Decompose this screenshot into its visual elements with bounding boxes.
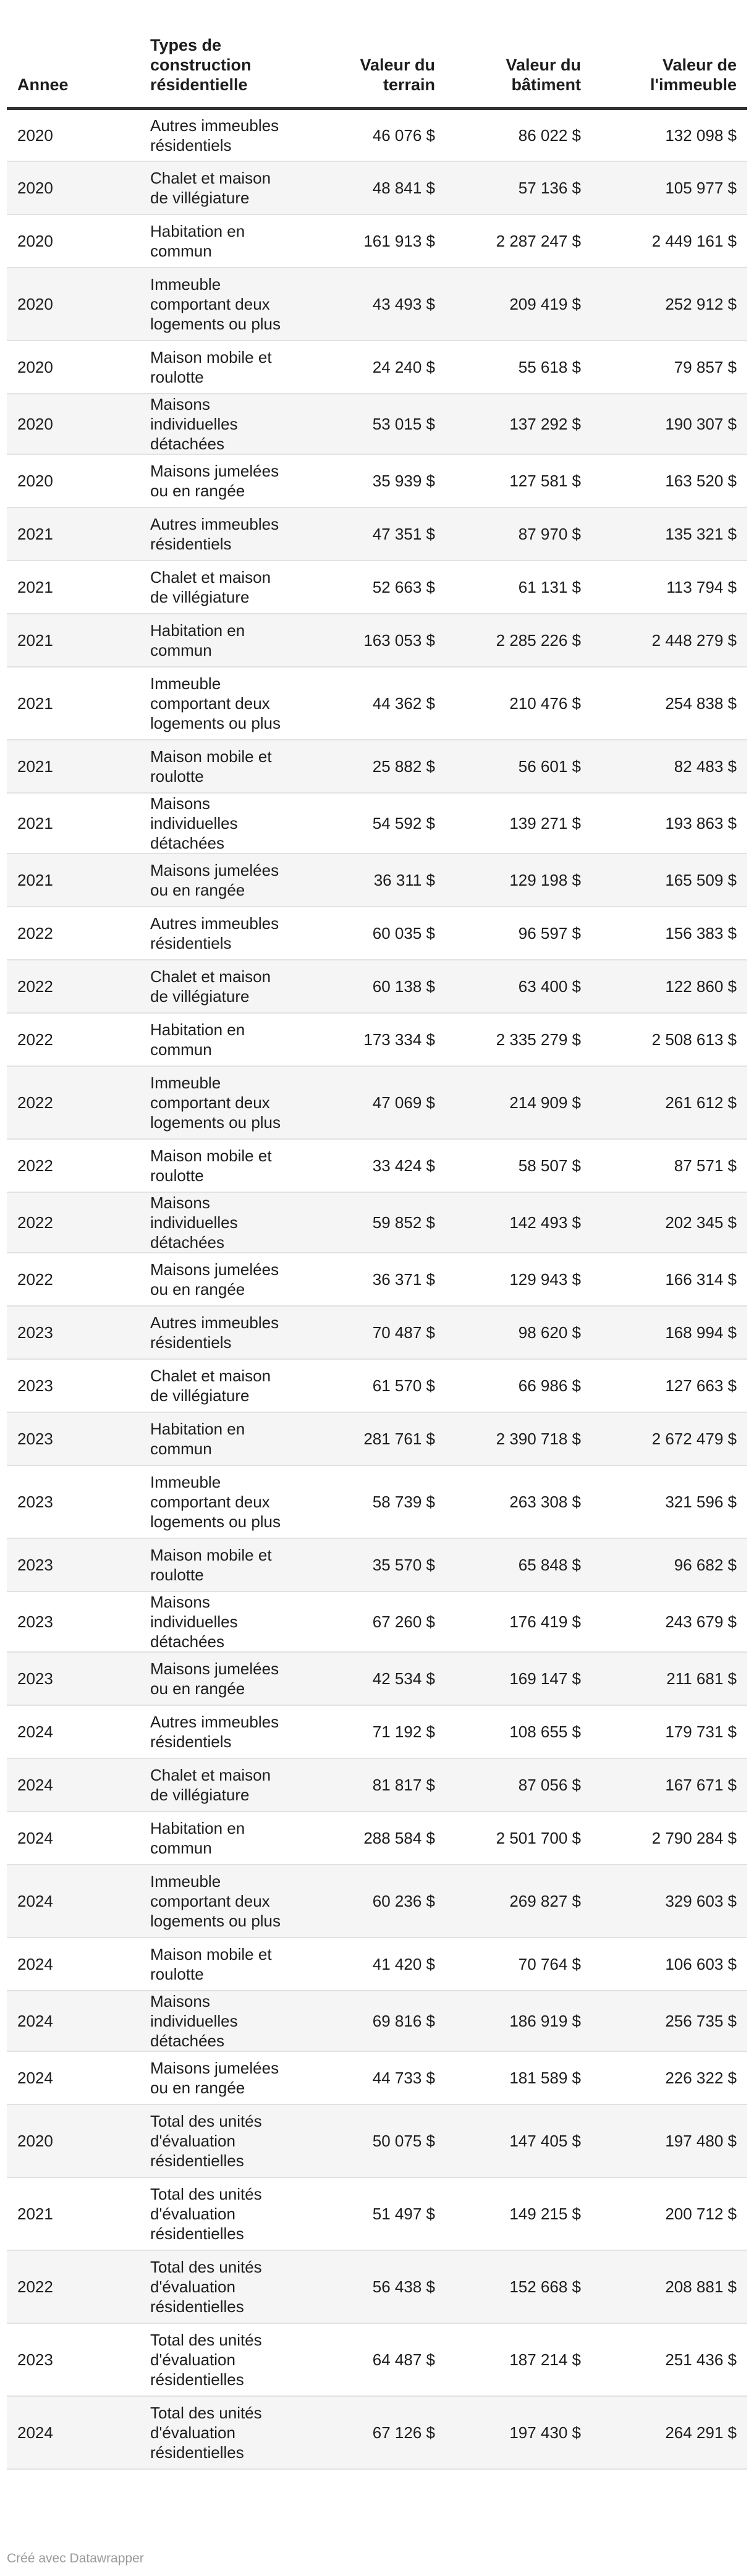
cell-type: Maison mobile et roulotte xyxy=(140,1938,303,1991)
cell-building-value: 214 909 $ xyxy=(446,1066,591,1139)
cell-type: Chalet et maison de villégiature xyxy=(140,561,303,614)
cell-building-value: 176 419 $ xyxy=(446,1591,591,1652)
table-row xyxy=(7,214,747,268)
table-row xyxy=(7,667,747,740)
cell-property-value: 82 483 $ xyxy=(591,740,747,793)
cell-type: Maison mobile et roulotte xyxy=(140,341,303,394)
cell-property-value: 193 863 $ xyxy=(591,793,747,854)
cell-year: 2024 xyxy=(7,1865,140,1938)
cell-land-value: 47 069 $ xyxy=(303,1066,446,1139)
cell-type: Habitation en commun xyxy=(140,1811,303,1865)
cell-type: Chalet et maison de villégiature xyxy=(140,1758,303,1811)
cell-property-value: 156 383 $ xyxy=(591,907,747,960)
cell-land-value: 54 592 $ xyxy=(303,793,446,854)
cell-year: 2021 xyxy=(7,2177,140,2250)
cell-year: 2020 xyxy=(7,108,140,161)
cell-building-value: 2 285 226 $ xyxy=(446,614,591,667)
cell-type: Total des unités d'évaluation résidentielles xyxy=(140,2323,303,2396)
table-row xyxy=(7,1991,747,2051)
cell-year: 2023 xyxy=(7,1538,140,1591)
cell-building-value: 210 476 $ xyxy=(446,667,591,740)
cell-property-value: 2 449 161 $ xyxy=(591,214,747,268)
cell-land-value: 42 534 $ xyxy=(303,1652,446,1705)
cell-land-value: 61 570 $ xyxy=(303,1359,446,1412)
cell-land-value: 46 076 $ xyxy=(303,108,446,161)
cell-property-value: 208 881 $ xyxy=(591,2250,747,2323)
table-row xyxy=(7,1066,747,1139)
table-row xyxy=(7,108,747,161)
cell-year: 2023 xyxy=(7,1412,140,1465)
cell-type: Maisons individuelles détachées xyxy=(140,793,303,854)
cell-property-value: 96 682 $ xyxy=(591,1538,747,1591)
cell-building-value: 61 131 $ xyxy=(446,561,591,614)
cell-building-value: 263 308 $ xyxy=(446,1465,591,1538)
cell-building-value: 2 501 700 $ xyxy=(446,1811,591,1865)
cell-building-value: 2 390 718 $ xyxy=(446,1412,591,1465)
cell-land-value: 60 138 $ xyxy=(303,960,446,1013)
cell-type: Maison mobile et roulotte xyxy=(140,1538,303,1591)
cell-type: Chalet et maison de villégiature xyxy=(140,1359,303,1412)
cell-land-value: 281 761 $ xyxy=(303,1412,446,1465)
cell-property-value: 113 794 $ xyxy=(591,561,747,614)
cell-land-value: 67 126 $ xyxy=(303,2396,446,2469)
cell-type: Chalet et maison de villégiature xyxy=(140,161,303,214)
cell-building-value: 65 848 $ xyxy=(446,1538,591,1591)
table-row xyxy=(7,2396,747,2469)
cell-year: 2020 xyxy=(7,268,140,341)
cell-year: 2020 xyxy=(7,394,140,454)
cell-land-value: 44 362 $ xyxy=(303,667,446,740)
cell-type: Maisons individuelles détachées xyxy=(140,1991,303,2051)
cell-type: Maisons jumelées ou en rangée xyxy=(140,454,303,507)
cell-property-value: 2 448 279 $ xyxy=(591,614,747,667)
cell-property-value: 252 912 $ xyxy=(591,268,747,341)
cell-property-value: 261 612 $ xyxy=(591,1066,747,1139)
table-row xyxy=(7,161,747,214)
cell-year: 2022 xyxy=(7,907,140,960)
cell-property-value: 200 712 $ xyxy=(591,2177,747,2250)
table-row xyxy=(7,1705,747,1758)
cell-property-value: 122 860 $ xyxy=(591,960,747,1013)
cell-year: 2023 xyxy=(7,1306,140,1359)
cell-land-value: 288 584 $ xyxy=(303,1811,446,1865)
cell-building-value: 187 214 $ xyxy=(446,2323,591,2396)
table-row xyxy=(7,1865,747,1938)
table-row xyxy=(7,454,747,507)
cell-property-value: 2 508 613 $ xyxy=(591,1013,747,1066)
table-row xyxy=(7,1139,747,1192)
cell-land-value: 47 351 $ xyxy=(303,507,446,561)
cell-property-value: 163 520 $ xyxy=(591,454,747,507)
cell-year: 2022 xyxy=(7,1013,140,1066)
cell-year: 2023 xyxy=(7,2323,140,2396)
cell-type: Immeuble comportant deux logements ou plus xyxy=(140,667,303,740)
cell-property-value: 254 838 $ xyxy=(591,667,747,740)
cell-year: 2021 xyxy=(7,614,140,667)
cell-year: 2021 xyxy=(7,561,140,614)
table-row xyxy=(7,1758,747,1811)
cell-building-value: 98 620 $ xyxy=(446,1306,591,1359)
cell-building-value: 55 618 $ xyxy=(446,341,591,394)
table-row xyxy=(7,341,747,394)
cell-year: 2020 xyxy=(7,454,140,507)
cell-property-value: 87 571 $ xyxy=(591,1139,747,1192)
cell-type: Total des unités d'évaluation résidentielles xyxy=(140,2177,303,2250)
table-row xyxy=(7,1412,747,1465)
cell-land-value: 25 882 $ xyxy=(303,740,446,793)
table-row xyxy=(7,507,747,561)
cell-property-value: 168 994 $ xyxy=(591,1306,747,1359)
cell-property-value: 132 098 $ xyxy=(591,108,747,161)
table-row xyxy=(7,268,747,341)
cell-land-value: 52 663 $ xyxy=(303,561,446,614)
cell-property-value: 2 790 284 $ xyxy=(591,1811,747,1865)
cell-year: 2023 xyxy=(7,1652,140,1705)
table-row xyxy=(7,2250,747,2323)
cell-year: 2020 xyxy=(7,161,140,214)
cell-building-value: 57 136 $ xyxy=(446,161,591,214)
column-header-annee[interactable]: Annee xyxy=(7,0,140,108)
cell-property-value: 202 345 $ xyxy=(591,1192,747,1253)
cell-type: Immeuble comportant deux logements ou plus xyxy=(140,268,303,341)
cell-property-value: 211 681 $ xyxy=(591,1652,747,1705)
table-row xyxy=(7,614,747,667)
cell-building-value: 86 022 $ xyxy=(446,108,591,161)
cell-building-value: 127 581 $ xyxy=(446,454,591,507)
table-row xyxy=(7,1465,747,1538)
table-row xyxy=(7,2051,747,2104)
table-body xyxy=(7,108,747,2469)
cell-building-value: 96 597 $ xyxy=(446,907,591,960)
cell-building-value: 2 335 279 $ xyxy=(446,1013,591,1066)
cell-land-value: 163 053 $ xyxy=(303,614,446,667)
cell-building-value: 209 419 $ xyxy=(446,268,591,341)
cell-type: Maisons individuelles détachées xyxy=(140,394,303,454)
cell-building-value: 197 430 $ xyxy=(446,2396,591,2469)
cell-property-value: 135 321 $ xyxy=(591,507,747,561)
cell-type: Immeuble comportant deux logements ou plus xyxy=(140,1066,303,1139)
cell-land-value: 173 334 $ xyxy=(303,1013,446,1066)
cell-year: 2024 xyxy=(7,1938,140,1991)
cell-year: 2021 xyxy=(7,507,140,561)
cell-property-value: 321 596 $ xyxy=(591,1465,747,1538)
cell-year: 2024 xyxy=(7,1991,140,2051)
cell-building-value: 129 943 $ xyxy=(446,1253,591,1306)
cell-land-value: 53 015 $ xyxy=(303,394,446,454)
cell-land-value: 43 493 $ xyxy=(303,268,446,341)
cell-property-value: 243 679 $ xyxy=(591,1591,747,1652)
cell-year: 2022 xyxy=(7,2250,140,2323)
cell-land-value: 24 240 $ xyxy=(303,341,446,394)
cell-property-value: 106 603 $ xyxy=(591,1938,747,1991)
table-row xyxy=(7,854,747,907)
cell-building-value: 169 147 $ xyxy=(446,1652,591,1705)
cell-year: 2020 xyxy=(7,341,140,394)
cell-property-value: 167 671 $ xyxy=(591,1758,747,1811)
cell-land-value: 59 852 $ xyxy=(303,1192,446,1253)
cell-year: 2020 xyxy=(7,214,140,268)
cell-building-value: 152 668 $ xyxy=(446,2250,591,2323)
cell-year: 2022 xyxy=(7,1253,140,1306)
cell-type: Maisons jumelées ou en rangée xyxy=(140,1253,303,1306)
data-table xyxy=(7,0,747,2470)
cell-year: 2022 xyxy=(7,1139,140,1192)
cell-year: 2023 xyxy=(7,1591,140,1652)
cell-year: 2020 xyxy=(7,2104,140,2177)
cell-property-value: 127 663 $ xyxy=(591,1359,747,1412)
table-row xyxy=(7,2323,747,2396)
cell-year: 2023 xyxy=(7,1359,140,1412)
cell-year: 2024 xyxy=(7,1811,140,1865)
cell-land-value: 58 739 $ xyxy=(303,1465,446,1538)
cell-land-value: 41 420 $ xyxy=(303,1938,446,1991)
cell-property-value: 264 291 $ xyxy=(591,2396,747,2469)
table-row xyxy=(7,2177,747,2250)
cell-land-value: 35 939 $ xyxy=(303,454,446,507)
table-row xyxy=(7,740,747,793)
cell-building-value: 108 655 $ xyxy=(446,1705,591,1758)
cell-land-value: 36 371 $ xyxy=(303,1253,446,1306)
cell-type: Maisons jumelées ou en rangée xyxy=(140,854,303,907)
cell-land-value: 81 817 $ xyxy=(303,1758,446,1811)
cell-land-value: 161 913 $ xyxy=(303,214,446,268)
cell-building-value: 56 601 $ xyxy=(446,740,591,793)
cell-type: Total des unités d'évaluation résidentielles xyxy=(140,2250,303,2323)
cell-type: Chalet et maison de villégiature xyxy=(140,960,303,1013)
cell-type: Total des unités d'évaluation résidentielles xyxy=(140,2104,303,2177)
cell-building-value: 70 764 $ xyxy=(446,1938,591,1991)
cell-building-value: 149 215 $ xyxy=(446,2177,591,2250)
table-row xyxy=(7,1938,747,1991)
table-row xyxy=(7,960,747,1013)
cell-land-value: 44 733 $ xyxy=(303,2051,446,2104)
cell-building-value: 87 970 $ xyxy=(446,507,591,561)
cell-building-value: 2 287 247 $ xyxy=(446,214,591,268)
cell-land-value: 67 260 $ xyxy=(303,1591,446,1652)
table-header xyxy=(7,0,747,108)
cell-property-value: 197 480 $ xyxy=(591,2104,747,2177)
table-row xyxy=(7,394,747,454)
cell-type: Autres immeubles résidentiels xyxy=(140,1306,303,1359)
cell-year: 2024 xyxy=(7,2051,140,2104)
cell-type: Maisons jumelées ou en rangée xyxy=(140,1652,303,1705)
cell-property-value: 251 436 $ xyxy=(591,2323,747,2396)
cell-year: 2021 xyxy=(7,667,140,740)
table-row xyxy=(7,793,747,854)
cell-type: Habitation en commun xyxy=(140,1412,303,1465)
table-row xyxy=(7,1359,747,1412)
cell-building-value: 186 919 $ xyxy=(446,1991,591,2051)
cell-property-value: 329 603 $ xyxy=(591,1865,747,1938)
table-row xyxy=(7,1652,747,1705)
cell-land-value: 33 424 $ xyxy=(303,1139,446,1192)
table-row xyxy=(7,1538,747,1591)
cell-land-value: 50 075 $ xyxy=(303,2104,446,2177)
cell-type: Maison mobile et roulotte xyxy=(140,1139,303,1192)
cell-year: 2024 xyxy=(7,1758,140,1811)
table-row xyxy=(7,1192,747,1253)
table-row xyxy=(7,1013,747,1066)
cell-year: 2023 xyxy=(7,1465,140,1538)
table-row xyxy=(7,1591,747,1652)
column-header-valeur-batiment[interactable]: Valeur du bâtiment xyxy=(446,0,591,108)
cell-year: 2022 xyxy=(7,960,140,1013)
cell-year: 2024 xyxy=(7,1705,140,1758)
cell-year: 2021 xyxy=(7,740,140,793)
cell-type: Habitation en commun xyxy=(140,1013,303,1066)
cell-type: Total des unités d'évaluation résidentielles xyxy=(140,2396,303,2469)
table-row xyxy=(7,907,747,960)
cell-building-value: 139 271 $ xyxy=(446,793,591,854)
cell-type: Immeuble comportant deux logements ou plus xyxy=(140,1465,303,1538)
column-header-valeur-terrain[interactable]: Valeur du terrain xyxy=(303,0,446,108)
cell-land-value: 69 816 $ xyxy=(303,1991,446,2051)
cell-year: 2021 xyxy=(7,854,140,907)
cell-building-value: 147 405 $ xyxy=(446,2104,591,2177)
column-header-valeur-immeuble[interactable]: Valeur de l'immeuble xyxy=(591,0,747,108)
table-row xyxy=(7,561,747,614)
cell-type: Habitation en commun xyxy=(140,614,303,667)
table-row xyxy=(7,1253,747,1306)
cell-property-value: 190 307 $ xyxy=(591,394,747,454)
cell-building-value: 63 400 $ xyxy=(446,960,591,1013)
header-row xyxy=(7,0,747,108)
cell-year: 2022 xyxy=(7,1066,140,1139)
cell-building-value: 142 493 $ xyxy=(446,1192,591,1253)
cell-building-value: 58 507 $ xyxy=(446,1139,591,1192)
cell-type: Autres immeubles résidentiels xyxy=(140,507,303,561)
cell-property-value: 226 322 $ xyxy=(591,2051,747,2104)
cell-property-value: 2 672 479 $ xyxy=(591,1412,747,1465)
cell-year: 2024 xyxy=(7,2396,140,2469)
cell-type: Immeuble comportant deux logements ou plus xyxy=(140,1865,303,1938)
cell-year: 2021 xyxy=(7,793,140,854)
cell-building-value: 129 198 $ xyxy=(446,854,591,907)
cell-type: Maison mobile et roulotte xyxy=(140,740,303,793)
cell-land-value: 60 035 $ xyxy=(303,907,446,960)
cell-land-value: 56 438 $ xyxy=(303,2250,446,2323)
cell-property-value: 79 857 $ xyxy=(591,341,747,394)
cell-type: Maisons individuelles détachées xyxy=(140,1591,303,1652)
cell-land-value: 70 487 $ xyxy=(303,1306,446,1359)
table-row xyxy=(7,1306,747,1359)
cell-property-value: 105 977 $ xyxy=(591,161,747,214)
cell-land-value: 64 487 $ xyxy=(303,2323,446,2396)
cell-type: Maisons individuelles détachées xyxy=(140,1192,303,1253)
cell-land-value: 60 236 $ xyxy=(303,1865,446,1938)
cell-land-value: 48 841 $ xyxy=(303,161,446,214)
column-header-types[interactable]: Types de construction résidentielle xyxy=(140,0,303,108)
cell-land-value: 36 311 $ xyxy=(303,854,446,907)
cell-building-value: 66 986 $ xyxy=(446,1359,591,1412)
cell-year: 2022 xyxy=(7,1192,140,1253)
table-row xyxy=(7,2104,747,2177)
cell-land-value: 71 192 $ xyxy=(303,1705,446,1758)
cell-land-value: 51 497 $ xyxy=(303,2177,446,2250)
cell-property-value: 165 509 $ xyxy=(591,854,747,907)
footer-credit: Créé avec Datawrapper xyxy=(7,2551,144,2565)
table-row xyxy=(7,1811,747,1865)
cell-type: Maisons jumelées ou en rangée xyxy=(140,2051,303,2104)
cell-building-value: 269 827 $ xyxy=(446,1865,591,1938)
cell-property-value: 166 314 $ xyxy=(591,1253,747,1306)
cell-building-value: 137 292 $ xyxy=(446,394,591,454)
cell-building-value: 181 589 $ xyxy=(446,2051,591,2104)
cell-type: Habitation en commun xyxy=(140,214,303,268)
cell-building-value: 87 056 $ xyxy=(446,1758,591,1811)
cell-type: Autres immeubles résidentiels xyxy=(140,907,303,960)
cell-property-value: 179 731 $ xyxy=(591,1705,747,1758)
cell-property-value: 256 735 $ xyxy=(591,1991,747,2051)
cell-type: Autres immeubles résidentiels xyxy=(140,108,303,161)
cell-land-value: 35 570 $ xyxy=(303,1538,446,1591)
cell-type: Autres immeubles résidentiels xyxy=(140,1705,303,1758)
